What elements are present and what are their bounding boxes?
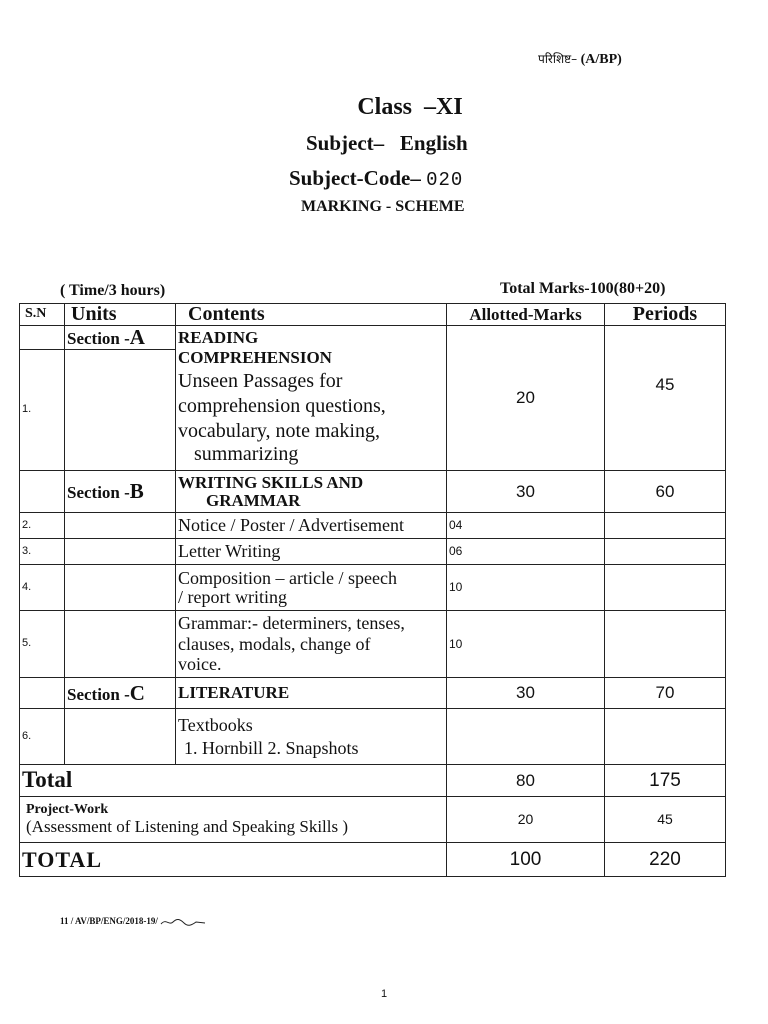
section-c-label <box>65 678 176 709</box>
section-c-row <box>20 678 726 709</box>
subject-label: Subject– <box>306 131 385 155</box>
grand-total-marks: 100 <box>447 843 605 877</box>
section-c-sn-empty <box>20 678 65 709</box>
project-marks: 20 <box>447 797 605 843</box>
row-marks: 10 <box>447 565 605 611</box>
section-b-letter: B <box>129 479 144 504</box>
header-allotted-marks: Allotted-Marks <box>447 304 605 326</box>
grand-total-row <box>20 843 726 877</box>
subject-title <box>306 131 468 156</box>
row-content-line: voice. <box>178 654 222 675</box>
project-periods: 45 <box>605 797 726 843</box>
section-a-units-empty <box>65 350 176 471</box>
section-a-row <box>20 326 726 350</box>
section-b-periods: 60 <box>605 471 726 513</box>
section-b-title-2: GRAMMAR <box>206 490 301 510</box>
section-c-prefix: Section - <box>67 684 130 704</box>
row-units-empty <box>65 709 176 765</box>
project-subtitle: (Assessment of Listening and Speaking Skills ) <box>26 816 349 836</box>
class-title <box>0 94 768 121</box>
row-content <box>176 565 447 611</box>
grand-total-label: TOTAL <box>20 843 447 877</box>
project-row <box>20 797 726 843</box>
section-a-line-2: comprehension questions, <box>178 394 386 417</box>
section-a-periods: 45 <box>605 326 726 471</box>
section-c-periods: 70 <box>605 678 726 709</box>
section-a-title-2: COMPREHENSION <box>178 347 332 367</box>
row-marks: 06 <box>447 539 605 565</box>
class-label: Class <box>357 94 412 120</box>
row-sn: 2. <box>20 513 65 539</box>
project-cell <box>20 797 447 843</box>
section-b-prefix: Section - <box>67 483 130 503</box>
row-content-line: Composition – article / speech <box>178 567 397 588</box>
header-contents: Contents <box>176 304 447 326</box>
section-c-letter: C <box>129 680 145 705</box>
time-duration: ( Time/3 hours) <box>60 282 166 299</box>
row-units-empty <box>65 539 176 565</box>
table-row <box>20 565 726 611</box>
class-value: –XI <box>424 94 463 120</box>
section-b-content <box>176 471 447 513</box>
document-code-text: 11 / AV/BP/ENG/2018-19/ <box>60 916 158 926</box>
row-periods-empty <box>605 709 726 765</box>
row-content: Letter Writing <box>176 539 447 565</box>
row-sn: 3. <box>20 539 65 565</box>
row-content: Notice / Poster / Advertisement <box>176 513 447 539</box>
row-content-line: 1. Hornbill 2. Snapshots <box>184 737 359 758</box>
row-periods-empty <box>605 565 726 611</box>
section-a-title-1: READING <box>178 328 259 347</box>
section-a-prefix: Section - <box>67 329 130 349</box>
handwritten-date-scribble <box>160 917 206 927</box>
row-sn: 6. <box>20 709 65 765</box>
table-row <box>20 611 726 678</box>
section-c-marks: 30 <box>447 678 605 709</box>
table-row <box>20 513 726 539</box>
subject-code-label: Subject-Code– <box>289 166 421 190</box>
section-a-marks: 20 <box>447 326 605 471</box>
section-b-sn-empty <box>20 471 65 513</box>
section-a-line-1: Unseen Passages for <box>178 369 343 392</box>
total-marks: Total Marks-100(80+20) <box>500 280 666 297</box>
section-a-sn: 1. <box>20 350 65 471</box>
header-units: Units <box>65 304 176 326</box>
section-a-sn-empty <box>20 326 65 350</box>
row-units-empty <box>65 513 176 539</box>
total-marks-value: 80 <box>447 765 605 797</box>
row-content <box>176 611 447 678</box>
row-marks: 10 <box>447 611 605 678</box>
section-c-title: LITERATURE <box>176 678 447 709</box>
row-periods-empty <box>605 611 726 678</box>
document-code <box>60 916 206 927</box>
table-header-row <box>20 304 726 326</box>
section-b-label <box>65 471 176 513</box>
row-sn: 5. <box>20 611 65 678</box>
row-content-line: / report writing <box>178 586 287 607</box>
page-number: 1 <box>380 988 388 1000</box>
subject-value: English <box>399 131 468 155</box>
section-b-marks: 30 <box>447 471 605 513</box>
section-a-line-4: summarizing <box>194 442 299 465</box>
table-row <box>20 709 726 765</box>
row-units-empty <box>65 565 176 611</box>
row-periods-empty <box>605 539 726 565</box>
grand-total-periods: 220 <box>605 843 726 877</box>
section-b-title-1: WRITING SKILLS AND <box>178 472 364 492</box>
row-marks: 04 <box>447 513 605 539</box>
header-periods: Periods <box>605 304 726 326</box>
section-b-row <box>20 471 726 513</box>
row-periods-empty <box>605 513 726 539</box>
total-periods-value: 175 <box>605 765 726 797</box>
section-a-letter: A <box>129 325 145 350</box>
subject-code-value: 020 <box>426 169 464 191</box>
row-sn: 4. <box>20 565 65 611</box>
row-units-empty <box>65 611 176 678</box>
total-row <box>20 765 726 797</box>
marking-scheme-title: MARKING - SCHEME <box>301 198 465 215</box>
total-label: Total <box>20 765 447 797</box>
project-title: Project-Work <box>26 802 109 818</box>
row-content-line: clauses, modals, change of <box>178 633 371 654</box>
row-content-line: Textbooks <box>178 714 253 735</box>
table-row <box>20 539 726 565</box>
row-content <box>176 709 447 765</box>
header-sn: S.N <box>20 304 65 326</box>
appendix-code: (A/BP) <box>580 52 622 67</box>
row-marks-empty <box>447 709 605 765</box>
appendix-label-hindi: परिशिष्ट– <box>538 52 578 66</box>
appendix-reference <box>538 50 622 68</box>
subject-code-title <box>289 166 463 191</box>
section-a-line-3: vocabulary, note making, <box>178 419 380 442</box>
row-content-line: Grammar:- determiners, tenses, <box>178 612 405 633</box>
section-a-content <box>176 326 447 471</box>
marking-scheme-table <box>19 303 726 877</box>
section-a-label <box>65 326 176 350</box>
